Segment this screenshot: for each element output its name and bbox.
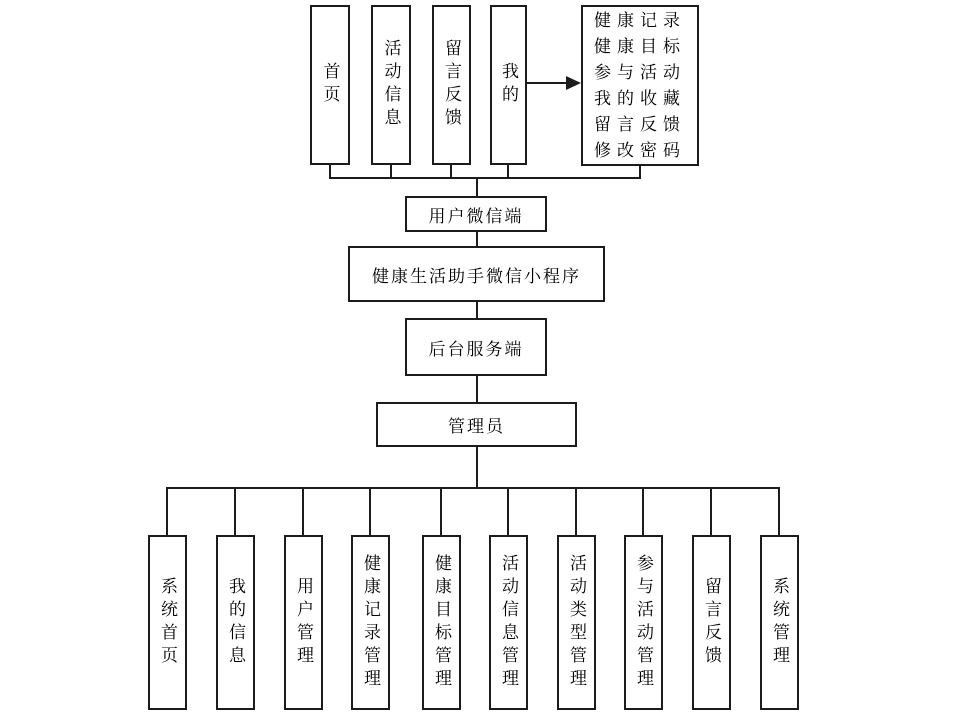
node-tab-feedback-label: 留言反馈 (442, 39, 461, 131)
arrow-line (527, 82, 567, 84)
feature-change-password: 修改密码 (594, 140, 686, 160)
connector-client-to-app (476, 232, 478, 246)
node-module-my-info-label: 我的信息 (226, 576, 245, 669)
node-backend-label: 后台服务端 (428, 339, 524, 359)
node-module-join-activity-mgmt (624, 535, 663, 710)
connector-drop-module-2 (302, 487, 304, 535)
node-module-activity-type-mgmt-label: 活动类型管理 (567, 553, 586, 692)
node-module-health-goal-mgmt (422, 535, 461, 710)
node-module-system-mgmt-label: 系统管理 (770, 576, 789, 669)
node-module-system-mgmt (760, 535, 799, 710)
node-module-health-record-mgmt (351, 535, 390, 710)
node-module-join-activity-mgmt-label: 参与活动管理 (634, 553, 653, 692)
node-admin (376, 402, 577, 447)
connector-drop-module-0 (166, 487, 168, 535)
node-tab-home-label: 首页 (320, 62, 340, 108)
node-mini-program-label: 健康生活助手微信小程序 (372, 266, 581, 286)
feature-join-activity: 参与活动 (594, 62, 686, 82)
connector-bottom-bus (166, 487, 780, 489)
node-module-health-goal-mgmt-label: 健康目标管理 (432, 553, 451, 692)
connector-backend-to-admin (476, 376, 478, 402)
node-tab-home (310, 5, 350, 165)
node-module-activity-info-mgmt-label: 活动信息管理 (499, 553, 518, 692)
node-tab-feedback (432, 5, 471, 165)
connector-drop-module-4 (440, 487, 442, 535)
node-module-feedback (692, 535, 731, 710)
arrow-head-icon (566, 76, 581, 90)
connector-admin-to-bus (476, 447, 478, 489)
feature-health-record: 健康记录 (594, 10, 686, 30)
connector-drop-module-5 (507, 487, 509, 535)
node-wechat-client-label: 用户微信端 (428, 206, 524, 226)
feature-my-favorites: 我的收藏 (594, 88, 686, 108)
node-tab-activity-info (371, 5, 411, 165)
node-module-activity-type-mgmt (557, 535, 596, 710)
connector-drop-module-3 (369, 487, 371, 535)
node-admin-label: 管理员 (448, 417, 505, 436)
node-tab-activity-info-label: 活动信息 (381, 39, 401, 131)
node-module-system-home-label: 系统首页 (158, 576, 177, 669)
node-module-my-info (216, 535, 255, 710)
connector-drop-module-1 (234, 487, 236, 535)
node-tab-mine-label: 我的 (499, 62, 518, 108)
connector-bus-to-client (476, 177, 478, 196)
connector-drop-module-6 (575, 487, 577, 535)
connector-drop-module-8 (710, 487, 712, 535)
feature-feedback: 留言反馈 (594, 114, 686, 134)
connector-drop-module-9 (778, 487, 780, 535)
node-module-activity-info-mgmt (489, 535, 528, 710)
connector-app-to-backend (476, 302, 478, 318)
node-my-features (581, 5, 699, 166)
node-module-user-mgmt (284, 535, 323, 710)
node-tab-mine (490, 5, 527, 165)
node-module-user-mgmt-label: 用户管理 (294, 576, 313, 669)
node-mini-program (348, 246, 605, 302)
node-module-feedback-label: 留言反馈 (702, 576, 721, 669)
node-module-system-home (148, 535, 187, 710)
connector-drop-module-7 (642, 487, 644, 535)
connector-top-bus (329, 177, 641, 179)
node-module-health-record-mgmt-label: 健康记录管理 (361, 553, 380, 692)
feature-health-goal: 健康目标 (594, 36, 686, 56)
node-backend (405, 318, 547, 376)
node-wechat-client (405, 196, 547, 232)
